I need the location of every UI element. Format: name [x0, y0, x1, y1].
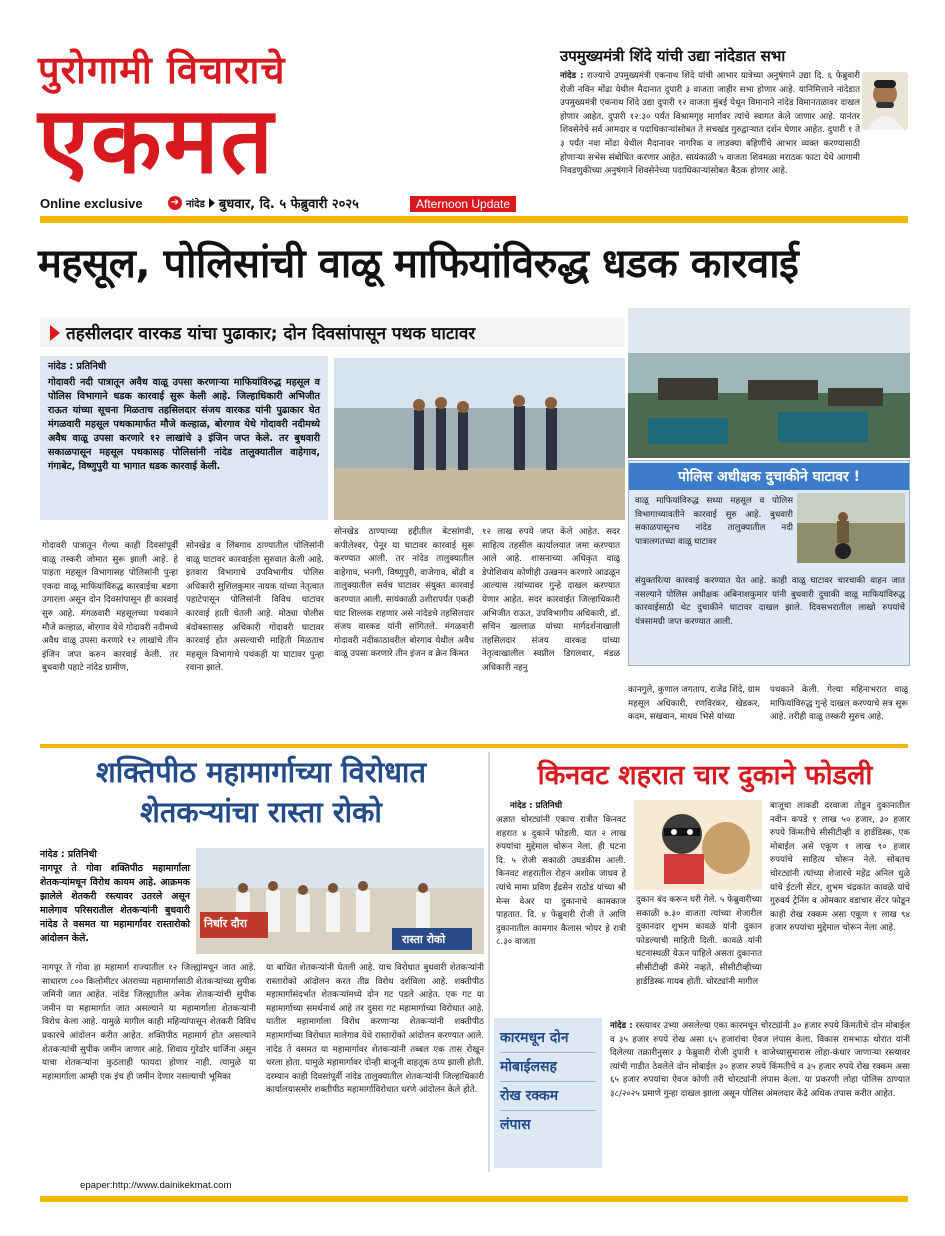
car-theft-dateline: नांदेड :: [610, 1021, 633, 1031]
section-divider: [40, 744, 908, 748]
car-theft-box: [494, 1018, 602, 1168]
lead-column-3: सोनखेड ठाण्याच्या हद्दीतील बेटसांगवी, कपीलेश्वर, पेनूर या घाटावर कारवाई सुरू करण्यात आली. तर नांदेड तालुक्यातील वाहेगाव, भनगी, विष्णुपुरी, वाजेगाव, बोंढी व तालुक्यातील सर्वच घाटावर संयुक्त कारवाई करण्यात आली. सायंकाळी उशीरापर्यंत एकही घाट शिल्लक राहणार असे नांदेडचे तहसिलदार संजय वारकड यांनी सांगितले. मंगळवारी गोदावरी नदीकाठावरील बोरगाव येथील अवैध वाळू उपसा करणारे तीन इंजन व क्रेन किंमत: [334, 527, 474, 660]
car-theft-text: रस्त्यावर उभ्या असलेल्या एका कारमधून चोरट्यांनी ३० हजार रुपये किंमतीचे दोन मोबाईल व ३५ हजार रुपये रोख असा ६५ हजारांचा ऐवज लंपास केला. विकास रामभाऊ थोरात यांनी दिलेल्या तक्रारीनुसार ३ फेब्रुवारी रोजी दुपारी १ वाजेच्यासुमारास लोहा-कंधार जाणाऱ्या रस्त्यावर त्यांची गाडीत ठेवलेले दोन मोबाईल ३० हजार रुपये किंमतीचे व ३५ हजार रुपये रोख रक्कम असा ६५ हजार रुपयांचा ऐवज कोणी तरी चोरट्यांनी लंपास केला. या प्रकरणी लोहा पोलिस ठाण्यात ३८/२०२५ प्रमाणे गुन्हा दाखल झाला असून पोलिस अंमलदार केंद्रे अधिक तपास करीत आहेत.: [610, 1021, 910, 1099]
sand-mining-boats-photo: [628, 308, 910, 458]
dateline-sep-icon: [209, 198, 215, 208]
lead-subheadline-text: तहसीलदार वारकड यांचा पुढाकार; दोन दिवसांपासून पथक घाटावर: [66, 324, 476, 344]
epaper-link[interactable]: epaper:http://www.dainikekmat.com: [80, 1180, 232, 1191]
police-box-top-text: वाळू माफियांविरुद्ध सध्या महसूल व पोलिस विभागाच्यावतीने कारवाई सुरु आहे. बुधवारी सकाळपासूनच नांदेड तालुक्यातील नदी पात्रालगतच्या वाळू घाटावर: [635, 496, 793, 547]
lead-column-1: गोदावरी पात्रातून गेल्या काही दिवसांपूर्वी वाळू तस्करी जोमात सुरू झाली आहे. हे पाहता महसूल विभागासह पोलिसांनी पुन्हा एकदा वाळू माफियांविरुद्ध कारवाईचा बडगा उगारला असून दोन दिवसांपासून ही कारवाई सुरु आहे. मंगळवारी महसूलच्या पथकाने मौजे कल्हाळ, बोरगाव येथे गोदावरी नदीमध्ये अवैध वाळू उपसा करणारे १२ लाखांचे तीन इंजिन जप्त करुन कारवाई केली. तर बुधवारी पहाटे नांदेड ग्रामीण,: [42, 541, 178, 674]
masthead-tagline: पुरोगामी विचाराचे: [38, 47, 286, 92]
lead-subheadline: [40, 318, 625, 347]
dateline-date: बुधवार, दि. ५ फेब्रुवारी २०२५: [218, 197, 359, 212]
lead-column-6: पथकाने केली. गेल्या महिनाभरात वाळू माफियांविरुद्ध गुन्हे दाखल करण्याचे सत्र सुरू आहे. तरीही वाळू तस्करी सुरुच आहे.: [770, 685, 908, 723]
story2-headline: [36, 752, 486, 832]
lead-column-4: १२ लाख रुपये जप्त केले आहेत. सदर साहित्य तहसील कार्यालयात जमा करण्यात आले आहे. शासनाच्या अधिकृत वाळू डेपोशिवाय कोणीही उत्खनन करणारे आढळून आल्यास त्यांच्यावर गुन्हे दाखल करण्यात येणार आहेत. सदर कारवाईत जिल्हाधिकारी अभिजीत राऊत, उपविभागीय अधिकारी, डॉ. सचिन खल्लाळ यांच्या मार्गदर्शनाखाली तहसिलदार संजय वारकड यांच्या नेतृत्वाखालील स्वप्नील डिगलवार, मंडळ अधिकारी नहनु: [482, 527, 620, 673]
masthead-logo: एकमत: [38, 86, 275, 194]
politician-photo: [862, 72, 908, 130]
online-exclusive-label: Online exclusive: [40, 196, 143, 211]
top-story-dateline: नांदेड :: [560, 71, 584, 81]
section-divider-vertical: [488, 752, 490, 1172]
dateline-location: नांदेड: [186, 199, 205, 210]
afternoon-update-badge: Afternoon Update: [410, 196, 516, 212]
officials-photo-image: [334, 358, 625, 520]
car-theft-title-2: मोबाईलसह: [500, 1053, 596, 1082]
story2-intro: [40, 848, 190, 946]
top-story-text: राज्याचे उपमुख्यमंत्री एकनाथ शिंदे यांची आभार यात्रेच्या अनुषंगाने उद्या दि. ६ फेब्रुवारी रोजी नविन मोंढा येथील मैदानात दुपारी ३ वाजता जाहीर सभा होणार आहे. यानिमित्ताने नांदेडात उपमुख्यमंत्री एकनाथ शिंदे उद्या दुपारी १२ वाजता मुंबई येथून विमानाने नांदेड विमानतळावर दाखल होणार आहेत. दुपारी १२:३० पर्यंत विश्रामगृह मार्गावर त्यांचे स्वागत केले जाणार आहे. यानंतर शिवसेनेचे सर्व आमदार व पदाधिकाऱ्यांसोबत ते सचखंड गुरुद्वाऱ्यात दर्शन घेणार आहेत. दुपारी १ ते ३ पर्यंत नवा मोंढा येथील मैदानावर नागरिक व लाडक्या बहिणींचे आभार व्यक्त करण्यासाठी होणाऱ्या सभेस संबोधित करणार आहेत. सायंकाळी ५ वाजता शिवमळा मराठक फाटा येथे आगामी निवडणुकीच्या अनुषंगाने शिवसेनेच्या पदाधिकाऱ्यांसोबत बैठक होणार आहे.: [560, 71, 860, 177]
protest-banner-2: रास्ता रोको: [402, 933, 446, 946]
story2-byline: नांदेड : प्रतिनिधी: [40, 849, 97, 860]
top-story-body: [560, 70, 860, 210]
lead-headline: महसूल, पोलिसांची वाळू माफियांविरुद्ध धडक कारवाई: [38, 241, 799, 287]
story2-column-1: नागपूर ते गोवा हा महामार्ग राज्यातील १२ जिल्ह्यांमधून जात आहे. साधारण ८०० किलोमीटर अंतराच्या महामार्गासाठी शेतकऱ्यांच्या सुपीक जमिनी जात आहेत. नांदेड जिल्ह्यातील अनेक शेतकऱ्यांची सुपीक जमीन या महामार्गात जात असल्याने या महामार्गाला शेतकऱ्यांनी विरोध केला आहे. यामुळे मागील काही महिन्यांपासून शेतकरी विविध प्रकारचे आंदोलन करीत आहेत. शक्तिपीठ महामार्ग होत असल्याने शेतकऱ्यांची सुपीक जमीन जाणार आहे. शिवाय गुरेढोर धार्जिना असून याचा शेतकऱ्यांना कुठलाही फायदा होणार नाही. त्यामुळे या महामार्गाला आम्ही एक इंच ही जमीन देणार नसल्याची भूमिका: [42, 963, 256, 1082]
story3-headline: किनवट शहरात चार दुकाने फोडली: [537, 760, 873, 791]
lead-intro-text: गोदावरी नदी पात्रातून अवैध वाळू उपसा करणाऱ्या माफियांविरुद्ध महसूल व पोलिस विभागाने धडक कारवाई सुरू केली आहे. जिल्हाधिकारी अभिजीत राऊत यांच्या सूचना मिळताच तहसिलदार संजय वारकड यांनी पुढाकार घेत मंगळवारी महसूल पथकामार्फत मौजे कल्हाळ, बोरगाव येथे गोदावरी नदीमध्ये अवैध वाळू उपसा करणारे १२ लाखांचे ३ इंजिन जप्त केले. तर बुधवारी सकाळपासून महसूल पथकासह पोलिसांनी नांदेड तालुक्यातील वाहेगाव, गंगाबेट, विष्णुपुरी या भागात धडक कारवाई केली.: [48, 377, 320, 472]
top-story-headline: उपमुख्यमंत्री शिंदे यांची उद्या नांदेडात सभा: [560, 47, 786, 65]
lead-column-5: कानगुले, कुणाल जगताप, राजेंद्र शिंदे, ग्राम महसूल अधिकारी, रणविरकर, खेडकर, कदम, सखवान, माधव भिसे यांच्या: [628, 685, 760, 723]
bike-photo-image: [797, 493, 905, 563]
car-theft-title-1: कारमधून दोन: [500, 1024, 596, 1053]
car-theft-title-3: रोख रक्कम: [500, 1082, 596, 1111]
police-sidebar-box: [628, 460, 910, 666]
protest-photo: [196, 848, 484, 954]
sp-on-bike-photo: [797, 493, 905, 563]
lead-intro-box: [40, 356, 328, 520]
arrow-right-icon: ➜: [168, 196, 182, 210]
car-theft-title-4: लंपास: [500, 1117, 531, 1133]
thief-cartoon: [634, 800, 762, 890]
story2-headline-line1: शक्तिपीठ महामार्गाच्या विरोधात: [96, 755, 426, 789]
lead-column-2: सोनखेड व लिंबगाव ठाण्यातील पोलिसांनी वाळू घाटावर कारवाईला सुरुवात केली आहे. इतवारा विभागाचे उपविभागीय पोलिस अधिकारी सुशिलकुमार नायक यांच्या नेतृत्वात पहाटेपासून पोलिसांनी विविध घाटावर कारवाई हाती घेतली आहे. मोठ्या पोलीस बंदोबस्तासह अधिकारी गोदावरी घाटावर कारवाई होत असल्याची माहिती मिळताच महसूल विभागाचे पथकही या घाटावर पुन्हा रवाना झाले.: [186, 541, 324, 674]
dateline: [168, 194, 359, 212]
lead-byline: नांदेड : प्रतिनिधी: [48, 361, 107, 372]
police-box-headline: पोलिस अधीक्षक दुचाकीने घाटावर !: [629, 463, 909, 490]
story3-byline: नांदेड : प्रतिनिधी: [510, 801, 563, 811]
protest-banner-1: निर्धार दौरा: [204, 917, 247, 930]
police-box-bottom-text: संयुक्तरित्या कारवाई करण्यात येत आहे. काही वाळू घाटावर चारचाकी वाहन जात नसल्याने पोलिस अधीक्षक अबिनाशकुमार यांनी बुधवारी दुचाकी वाळू माफियांविरुद्ध कारवाईसाठी थेट दुचाकीने घाटावर दाखल झाले. दिवसभरातील लाखो रुपयांचे यंत्रसामग्री जप्त करण्यात आली.: [635, 576, 905, 627]
story2-intro-text: नागपूर ते गोवा शक्तिपीठ महामार्गाला शेतकऱ्यांमधून विरोध कायम आहे. आक्रमक झालेले शेतकरी रस्त्यावर उतरले असून मालेगाव परिसरातील शेतकऱ्यांनी बुधवारी नांदेड ते वसमत या महामार्गावर रास्तारोको आंदोलन केले.: [40, 863, 190, 944]
story2-column-2: या बाधित शेतकऱ्यांनी घेतली आहे. याच विरोधात बुधवारी शेतकऱ्यांनी रास्तारोको आंदोलन करत तीव्र विरोध दर्शविला आहे. शक्तीपीठ महामार्गासंदर्भात शेतकऱ्यांमध्ये दोन गट पडले आहेत. एक गट या महामार्गाच्या समर्थनार्थ आहे तर दुसरा गट महामार्गाच्या विरोधात आहे. यातील महामार्गाला विरोध करणाऱ्या शेतकऱ्यांनी शक्तीपीठ महामार्गाच्या विरोधात मालेगाव येथे रास्तारोको आंदोलन करण्यात आले. नांदेड ते वसमत या महामार्गावर शेतकऱ्यांनी तब्बल एक तास रोखून धरला होता. यामुळे महामार्गावर दोन्ही बाजूनी वाहतूक ठप्प झाली होती. दरम्यान काही दिवसांपूर्वी नांदेड तालुक्यातील शेतकऱ्यांनी जिल्हाधिकारी कार्यालयासमोर शक्तीपीठ महामार्गाविरोधात धरणे आंदोलन केले होते.: [266, 963, 484, 1096]
footer-divider: [40, 1196, 908, 1202]
story3-column-3: बाजूचा लाकडी दरवाजा तोडून दुकानातील नवीन कपडे १ लाख ५० हजार, ३० हजार रुपये किंमतीचे सीसीटीव्ही व हार्डडिस्क, एक मोबाईल असे एकूण १ लाख ९० हजार रुपयांचे साहित्य चोरून नेले. सोबतच चोरट्यांनी त्यांच्या शेजारचे महेंद्र अनिल धुळे यांचे ईटली सेंटर, शुभम चंद्रकांत कावळे यांचे गुरुवर्य ट्रेनिंग व ओमकार वडाचार सेंटर फोडून काही रोख रक्कम असा एकूण १ लाख ९४ हजार रुपयांचा मुद्देमाल चोरून नेला आहे.: [770, 801, 910, 934]
boats-photo-image: [628, 308, 910, 458]
officials-at-riverbank-photo: [334, 358, 625, 520]
triangle-icon: [50, 325, 60, 341]
person-image: [862, 72, 908, 130]
story3-column-2: दुकान बंद करून घरी गेले. ५ फेब्रुवारीच्या सकाळी ७.३० वाजता त्यांच्या शेजारील दुकानदार शुभम कावळे यांनी दुकान फोडल्याची माहिती दिली. कावळे यांनी घटनास्थळी येऊन पाहिले असता दुकानात सीसीटीव्ही कॅमेरे नव्हते, सीसीटीव्हीच्या हार्डडिस्क गायब होती. चोरट्यांनी मागील: [636, 895, 762, 987]
thief-icon: [634, 800, 762, 890]
story2-headline-line2: शेतकऱ्यांचा रास्ता रोको: [140, 795, 382, 829]
story3-column-1: अज्ञात चोरट्यांनी एकाच रात्रीत किनवट शहरात ४ दुकाने फोडली. यात २ लाख रुपयांचा मुद्देमाल चोरून नेला. ही घटना दि. ५ रोजी सकाळी उघडकीस आली. किनवट शहरातील रोहन अशोक जाधव हे त्यांचे मामा प्रविण ईंद्रसेन राठोड यांच्या श्री मेन्स वेअर या दुकानाचे कामकाज पाहतात. दि. ४ फेब्रुवारी रोजी ते आणि दुकानातील कामगार कैलास भोयर हे रात्री ८.३० वाजता: [496, 815, 626, 948]
car-theft-body: [610, 1020, 910, 1170]
masthead-divider: [40, 216, 908, 223]
